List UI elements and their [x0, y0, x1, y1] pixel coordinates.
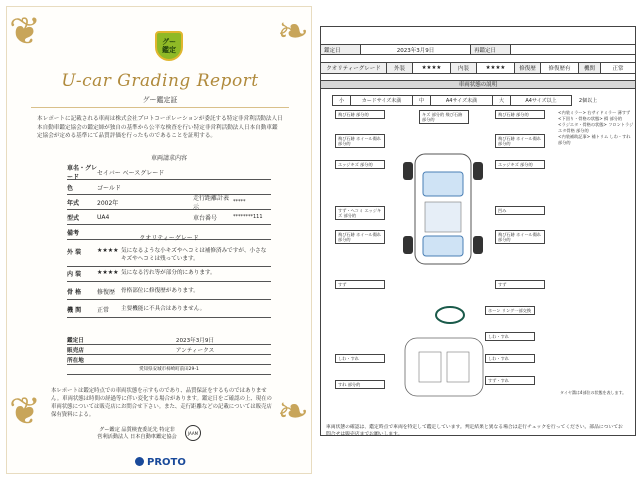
location-row: 所在地 [67, 355, 271, 365]
disclaimer-note: 本レポートは鑑定時点での車両状態を示すものであり、品質保証をするものではありません。車両状態は時間の経過等に伴い変化する場合があります。鑑定日をご確認の上、現在の車両状態については販売店にお問合せ下さい。また、走行距離などの記載については販売店保有資料による。 [51, 388, 272, 418]
corner-ornament-icon: ❦ [9, 389, 41, 433]
grade-interior: 内 装 ★★★★ 気になる汚れ等が部分的にあります。 [67, 269, 271, 282]
damage-mark: エッジキズ 部分的 [495, 160, 545, 169]
grade-engine: 機 関 正常 主要機能に不具合はありません。 [67, 305, 271, 318]
damage-mark: エッジキズ 部分的 [335, 160, 385, 169]
damage-mark: すず [495, 280, 545, 289]
sheet-date-row: 鑑定日 2023年3月9日 再鑑定日 [320, 44, 636, 55]
goo-seal-icon: グー 鑑定 [155, 31, 183, 61]
damage-mark: すず・ヘコミ エッジキズ 部分的 [335, 206, 385, 220]
grade-exterior: 外 装 ★★★★ 気になるような小キズやヘコミは補修済みですが、小さなキズやヘコミは残っています。 [67, 247, 271, 267]
vehicle-name-row: 車名・グレード セイバー ベースグレード [67, 165, 271, 180]
proto-logo: PROTO [135, 457, 186, 468]
vehicle-memo-row: 備考 [67, 225, 271, 240]
condition-explanation-header: 車両状態の説明 [320, 80, 636, 89]
divider [31, 107, 289, 108]
damage-mark: しわ・すれ [485, 354, 535, 363]
damage-mark: 飛び石跡 ホイール傷れ 部分的 [495, 230, 545, 244]
legend-multiple: 2個以上 [578, 98, 598, 104]
issuer-text: グー鑑定 品質検査委託先 特定非営利活動法人 日本自動車鑑定協会 [97, 427, 177, 440]
tire-note: タイヤ溝は4部位の状態を表します。 [560, 390, 627, 395]
corner-ornament-icon: ❦ [9, 9, 41, 53]
vehicle-color-row: 色 ゴールド [67, 180, 271, 195]
certificate-subtitle: グー鑑定証 [142, 96, 178, 104]
dealer-info [67, 335, 271, 375]
grade-frame: 骨 格 修復歴 骨格部位に修復歴があります。 [67, 287, 271, 300]
vehicle-year-row: 年式 2002年 走行距離計表示 ***** [67, 195, 271, 210]
damage-mark: すず・すれ [485, 376, 535, 385]
location-address: 愛知県安城市柿崎町前田29-1 [67, 365, 271, 375]
damage-mark: すず [335, 280, 385, 289]
damage-mark: 凹み [495, 206, 545, 215]
certificate-title: U-car Grading Report [61, 71, 259, 91]
corner-ornament-icon: ❧ [277, 9, 309, 53]
grading-certificate [6, 6, 312, 474]
damage-mark: 飛び石跡 ホイール傷れ 部分的 [495, 134, 545, 148]
vehicle-type-row: 型式 UA4 車台番号 ********111 [67, 210, 271, 225]
damage-mark: 飛び石跡 ホイール傷れ 部分的 [335, 134, 385, 148]
inspection-date-row: 鑑定日 2023年3月9日 [67, 335, 271, 345]
certificate-intro: 本レポートに記載される車両は株式会社プロトコーポレーションが委託する特定非営利活動法人日本自動車鑑定協会の鑑定師が独自の基準から公平な検査を行い特定非営利活動法人日本自動車鑑定協会が定める基準にて品質評価を行ったものであることを証明する。 [37, 116, 283, 140]
vehicle-info [67, 153, 271, 240]
corner-ornament-icon: ❧ [277, 389, 309, 433]
damage-mark: しわ・すれ [335, 354, 385, 363]
vehicle-damage-diagram [335, 110, 553, 400]
damage-mark: すれ 部分的 [335, 380, 385, 389]
damage-mark: 飛び石跡 部分的 [495, 110, 545, 119]
damage-mark: 飛び石跡 部分的 [335, 110, 385, 119]
dealer-row: 販売店 アンティークス [67, 345, 271, 355]
sheet-footnote: 車両状態の確認は、鑑定時点で車両を特定して鑑定しています。判定結果と異なる場合は走行チェックを行ってください。部品についてお問合せは販売店までお願いします。 [326, 425, 623, 437]
damage-mark: しわ・すれ [485, 332, 535, 341]
side-notes: <内装ミラー> 右サイドミラー 薄すず <下回り・骨格の状態> 損 部分的 <ラジエタ・骨格の状態> フロントラジエタ骨格 部分的 <内装補助記事> 補トリム しわ・すれ 部分的 [558, 110, 634, 145]
damage-mark: 飛び石跡 ホイール傷れ 部分的 [335, 230, 385, 244]
grade-section-title: クオリティーグレード [139, 235, 199, 242]
vehicle-section-title: 車両請求内容 [150, 155, 187, 162]
jaam-logo-icon: JAAM [185, 425, 201, 441]
damage-mark: ホーン リング一部交換 [485, 306, 535, 315]
size-legend: 小 カードサイズ未満 中 A4サイズ未満 大 A4サイズ以上 [332, 95, 572, 106]
sheet-grade-row: クオリティーグレード 外装 ★★★★ 内装 ★★★★ 修復歴 修復歴有 機関 正常 [320, 62, 636, 74]
damage-mark: キズ 部分的 飛び石跡 部分的 [419, 110, 469, 124]
